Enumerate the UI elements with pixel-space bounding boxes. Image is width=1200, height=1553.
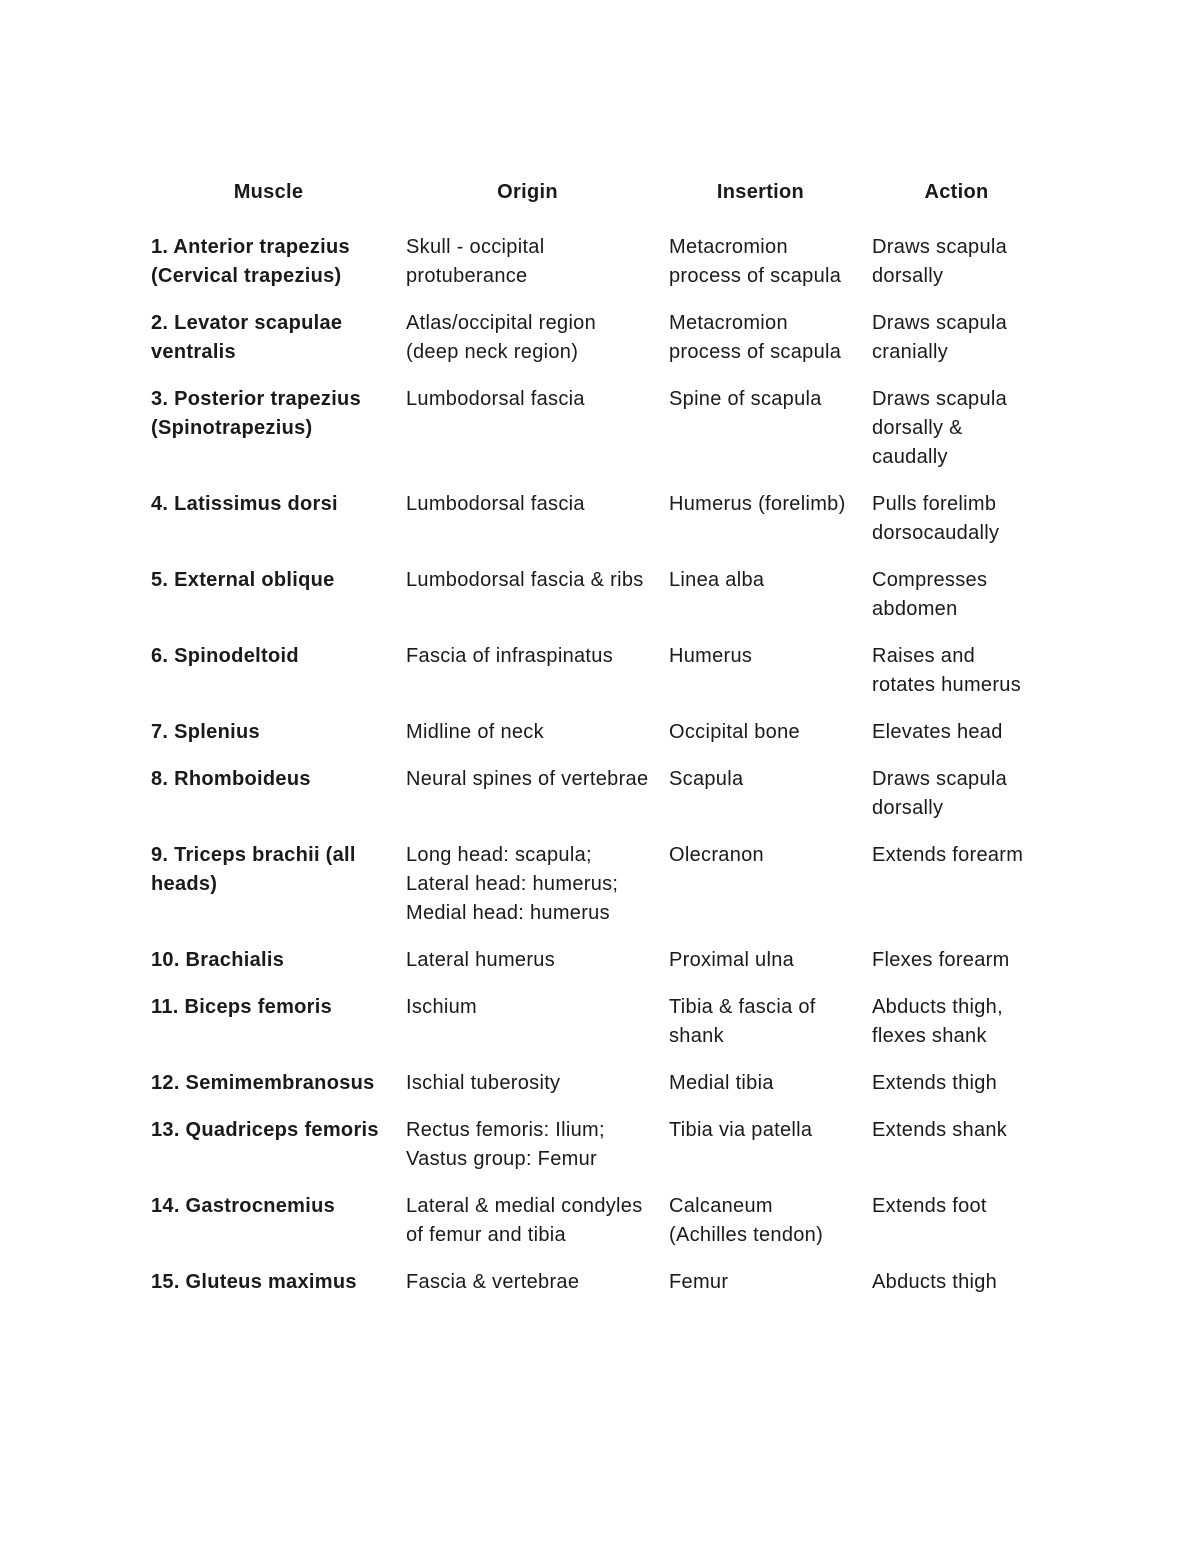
action-cell: Pulls forelimb dorsocaudally [872,493,1000,544]
action-cell: Elevates head [872,721,1003,743]
muscle-name-cell: 4. Latissimus dorsi [151,493,338,515]
insertion-cell: Linea alba [669,569,765,591]
muscle-name-cell: 7. Splenius [151,721,260,743]
action-cell: Draws scapula dorsally [872,768,1008,819]
table-row [141,1112,1051,1188]
action-cell: Draws scapula cranially [872,312,1008,363]
insertion-cell: Scapula [669,768,744,790]
origin-cell: Ischial tuberosity [406,1072,561,1094]
header-action: Action [924,181,989,203]
origin-cell: Lumbodorsal fascia [406,388,585,410]
muscle-name-cell: 5. External oblique [151,569,335,591]
muscle-name-cell: 14. Gastrocnemius [151,1195,336,1217]
table-row [141,1264,1051,1311]
table-row [141,229,1051,305]
action-cell: Draws scapula dorsally & caudally [872,388,1008,468]
table-row [141,638,1051,714]
muscle-name-cell: 12. Semimembranosus [151,1072,375,1094]
muscle-name-cell: 2. Levator scapulae ventralis [151,312,343,363]
action-cell: Abducts thigh [872,1271,998,1293]
insertion-cell: Humerus [669,645,753,667]
muscle-name-cell: 10. Brachialis [151,949,285,971]
insertion-cell: Tibia via patella [669,1119,813,1141]
table-row [141,562,1051,638]
origin-cell: Midline of neck [406,721,544,743]
muscle-name-cell: 1. Anterior trapezius (Cervical trapezius) [151,236,350,287]
insertion-cell: Metacromion process of scapula [669,236,842,287]
table-row [141,305,1051,381]
insertion-cell: Occipital bone [669,721,800,743]
muscle-name-cell: 8. Rhomboideus [151,768,311,790]
origin-cell: Lumbodorsal fascia [406,493,585,515]
table-row [141,486,1051,562]
insertion-cell: Metacromion process of scapula [669,312,842,363]
insertion-cell: Proximal ulna [669,949,795,971]
header-origin: Origin [497,181,558,203]
header-muscle: Muscle [233,181,304,203]
action-cell: Extends foot [872,1195,987,1217]
table-row [141,1065,1051,1112]
insertion-cell: Calcaneum (Achilles tendon) [669,1195,824,1246]
table-row [141,761,1051,837]
muscle-name-cell: 3. Posterior trapezius (Spinotrapezius) [151,388,361,439]
insertion-cell: Olecranon [669,844,764,866]
insertion-cell: Humerus (forelimb) [669,493,846,515]
table-row [141,381,1051,486]
muscle-name-cell: 11. Biceps femoris [151,996,333,1018]
origin-cell: Atlas/occipital region (deep neck region) [406,312,597,363]
action-cell: Extends forearm [872,844,1024,866]
muscle-name-cell: 9. Triceps brachii (all heads) [151,844,356,895]
header-insertion: Insertion [716,181,805,203]
action-cell: Extends shank [872,1119,1008,1141]
origin-cell: Lumbodorsal fascia & ribs [406,569,644,591]
action-cell: Extends thigh [872,1072,998,1094]
origin-cell: Rectus femoris: Ilium; Vastus group: Femur [406,1119,605,1170]
table-row [141,1188,1051,1264]
insertion-cell: Medial tibia [669,1072,774,1094]
origin-cell: Neural spines of vertebrae [406,768,649,790]
table-row [141,942,1051,989]
action-cell: Draws scapula dorsally [872,236,1008,287]
insertion-cell: Spine of scapula [669,388,822,410]
origin-cell: Fascia & vertebrae [406,1271,580,1293]
action-cell: Compresses abdomen [872,569,988,620]
origin-cell: Fascia of infraspinatus [406,645,613,667]
table-row [141,989,1051,1065]
muscle-name-cell: 6. Spinodeltoid [151,645,299,667]
origin-cell: Long head: scapula; Lateral head: humerus; Medial head: humerus [406,844,619,924]
action-cell: Raises and rotates humerus [872,645,1022,696]
table-row [141,714,1051,761]
origin-cell: Ischium [406,996,478,1018]
action-cell: Flexes forearm [872,949,1010,971]
insertion-cell: Femur [669,1271,729,1293]
origin-cell: Lateral humerus [406,949,556,971]
muscle-name-cell: 15. Gluteus maximus [151,1271,357,1293]
muscle-table [141,174,1051,1311]
muscle-name-cell: 13. Quadriceps femoris [151,1119,379,1141]
origin-cell: Lateral & medial condyles of femur and tibia [406,1195,643,1246]
insertion-cell: Tibia & fascia of shank [669,996,816,1047]
table-header-row [141,174,1051,229]
action-cell: Abducts thigh, flexes shank [872,996,1003,1047]
origin-cell: Skull - occipital protuberance [406,236,545,287]
table-row [141,837,1051,942]
